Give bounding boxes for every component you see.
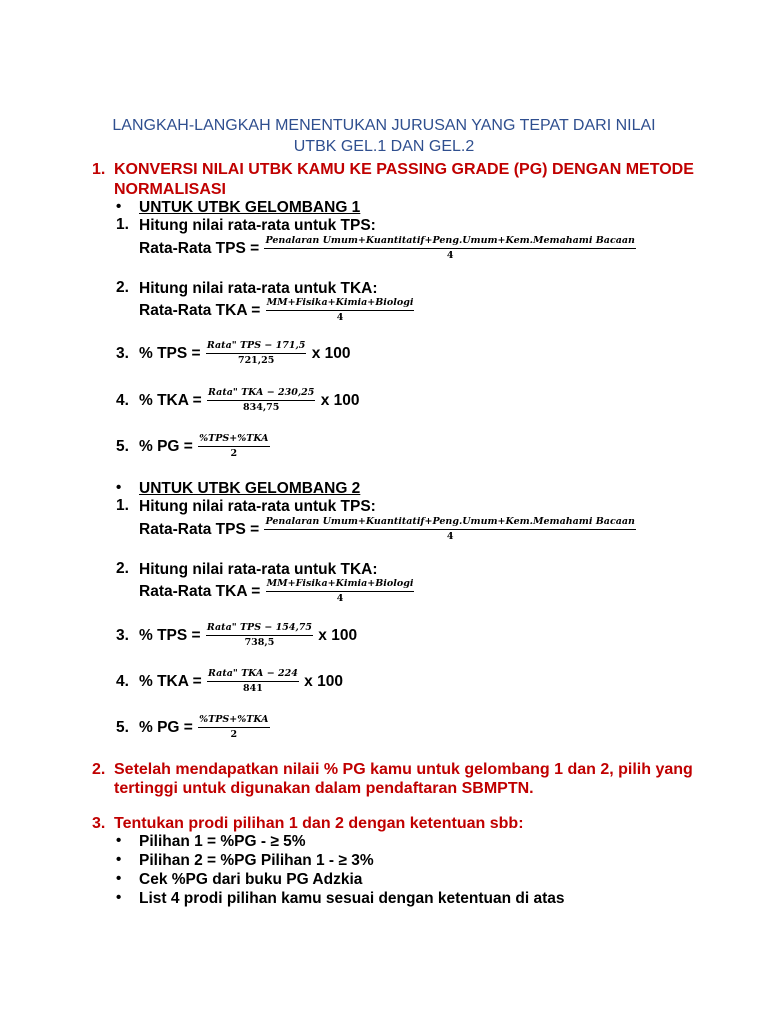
gel1-s4-numerator: Rata" TKA − 230,25 xyxy=(207,387,315,401)
gel2-s1-fraction xyxy=(264,516,635,543)
gel1-s2-text: Hitung nilai rata-rata untuk TKA: xyxy=(139,280,378,297)
gel2-s3-denominator: 738,5 xyxy=(244,637,275,648)
gel1-header: UNTUK UTBK GELOMBANG 1 xyxy=(139,199,361,216)
gel2-s4-fraction xyxy=(207,668,299,695)
gel1-s1-numerator: Penalaran Umum+Kuantitatif+Peng.Umum+Kem.Memahami Bacaan xyxy=(264,235,635,249)
gel1-s4-fraction xyxy=(207,387,315,414)
gel1-s4-suffix: x 100 xyxy=(320,392,360,409)
gel2-s1-label: Rata-Rata TPS = xyxy=(139,521,260,538)
gel1-s3-suffix: x 100 xyxy=(311,345,351,362)
gel2-s4-formula xyxy=(139,668,343,695)
gel2-s3-label: % TPS = xyxy=(139,627,201,644)
gel1-s3-formula xyxy=(139,340,350,367)
gel1-s4-label: % TKA = xyxy=(139,392,202,409)
step1-line-1: KONVERSI NILAI UTBK KAMU KE PASSING GRADE (PG) DENGAN METODE xyxy=(114,161,694,178)
gel1-s5-number: 5. xyxy=(116,438,129,455)
gel2-bullet: • xyxy=(116,479,122,496)
gel1-s3-fraction xyxy=(206,340,306,367)
gel1-s1-formula xyxy=(139,235,637,262)
gel2-header: UNTUK UTBK GELOMBANG 2 xyxy=(139,480,361,497)
title-line-2: UTBK GEL.1 DAN GEL.2 xyxy=(293,138,475,155)
step3-bullet-0: • xyxy=(116,832,122,849)
gel1-s5-numerator: %TPS+%TKA xyxy=(198,433,269,447)
gel2-s1-numerator: Penalaran Umum+Kuantitatif+Peng.Umum+Kem.Memahami Bacaan xyxy=(264,516,635,530)
gel1-s1-denominator: 4 xyxy=(446,250,454,261)
gel1-s5-label: % PG = xyxy=(139,438,193,455)
gel2-s1-denominator: 4 xyxy=(446,531,454,542)
step2-line-2: tertinggi untuk digunakan dalam pendaftaran SBMPTN. xyxy=(114,780,534,797)
step3-bullet-3: • xyxy=(116,889,122,906)
step1-line-2: NORMALISASI xyxy=(114,181,226,198)
gel2-s5-numerator: %TPS+%TKA xyxy=(198,714,269,728)
gel2-s5-label: % PG = xyxy=(139,719,193,736)
gel2-s4-numerator: Rata" TKA − 224 xyxy=(207,668,299,682)
step3-bullet-1: • xyxy=(116,851,122,868)
gel1-s2-fraction xyxy=(266,297,415,324)
gel2-s1-formula xyxy=(139,516,637,543)
gel2-s3-fraction xyxy=(206,622,313,649)
gel2-s1-number: 1. xyxy=(116,497,129,514)
gel1-s3-label: % TPS = xyxy=(139,345,201,362)
gel1-s2-number: 2. xyxy=(116,279,129,296)
gel1-s4-formula xyxy=(139,387,359,414)
title-line-1: LANGKAH-LANGKAH MENENTUKAN JURUSAN YANG TEPAT DARI NILAI xyxy=(112,117,656,134)
step3-number: 3. xyxy=(92,815,106,832)
gel1-s1-number: 1. xyxy=(116,216,129,233)
step3-item-3: List 4 prodi pilihan kamu sesuai dengan ketentuan di atas xyxy=(139,890,565,907)
gel2-s2-label: Rata-Rata TKA = xyxy=(139,583,261,600)
gel2-s1-text: Hitung nilai rata-rata untuk TPS: xyxy=(139,498,376,515)
gel1-s4-number: 4. xyxy=(116,392,129,409)
gel1-s5-formula xyxy=(139,433,271,460)
gel2-s4-suffix: x 100 xyxy=(304,673,343,690)
gel2-s2-number: 2. xyxy=(116,560,129,577)
gel1-s1-text: Hitung nilai rata-rata untuk TPS: xyxy=(139,217,376,234)
gel2-s5-number: 5. xyxy=(116,719,129,736)
step3-item-1: Pilihan 2 = %PG Pilihan 1 - ≥ 3% xyxy=(139,852,374,869)
gel2-s2-formula xyxy=(139,578,415,605)
gel2-s4-label: % TKA = xyxy=(139,673,202,690)
gel2-s4-denominator: 841 xyxy=(243,683,263,694)
gel2-s5-fraction xyxy=(198,714,269,741)
gel2-s2-text: Hitung nilai rata-rata untuk TKA: xyxy=(139,561,378,578)
gel1-s3-denominator: 721,25 xyxy=(237,355,275,366)
gel1-s1-fraction xyxy=(264,235,635,262)
gel1-s5-fraction xyxy=(198,433,269,460)
step3-item-2: Cek %PG dari buku PG Adzkia xyxy=(139,871,363,888)
gel1-s5-denominator: 2 xyxy=(230,448,238,459)
step3-item-0: Pilihan 1 = %PG - ≥ 5% xyxy=(139,833,306,850)
gel2-s3-formula xyxy=(139,622,357,649)
gel2-s2-fraction xyxy=(266,578,415,605)
step3-line-1: Tentukan prodi pilihan 1 dan 2 dengan ketentuan sbb: xyxy=(114,815,524,832)
gel2-s5-formula xyxy=(139,714,271,741)
step3-bullet-2: • xyxy=(116,870,122,887)
gel2-s2-numerator: MM+Fisika+Kimia+Biologi xyxy=(266,578,415,592)
step2-line-1: Setelah mendapatkan nilaii % PG kamu untuk gelombang 1 dan 2, pilih yang xyxy=(114,761,693,778)
gel2-s3-numerator: Rata" TPS − 154,75 xyxy=(206,622,313,636)
gel1-bullet: • xyxy=(116,198,122,215)
gel1-s2-formula xyxy=(139,297,415,324)
gel2-s2-denominator: 4 xyxy=(336,593,344,604)
gel1-s1-label: Rata-Rata TPS = xyxy=(139,240,260,257)
gel2-s3-number: 3. xyxy=(116,627,129,644)
gel1-s3-number: 3. xyxy=(116,345,129,362)
gel2-s5-denominator: 2 xyxy=(230,729,238,740)
gel1-s4-denominator: 834,75 xyxy=(243,402,280,413)
step1-number: 1. xyxy=(92,161,106,178)
gel1-s2-numerator: MM+Fisika+Kimia+Biologi xyxy=(266,297,415,311)
page-title xyxy=(96,115,672,157)
gel1-s3-numerator: Rata" TPS − 171,5 xyxy=(206,340,306,354)
gel2-s4-number: 4. xyxy=(116,673,129,690)
gel2-s3-suffix: x 100 xyxy=(318,627,358,644)
gel1-s2-denominator: 4 xyxy=(336,312,344,323)
gel1-s2-label: Rata-Rata TKA = xyxy=(139,302,261,319)
step2-number: 2. xyxy=(92,761,106,778)
